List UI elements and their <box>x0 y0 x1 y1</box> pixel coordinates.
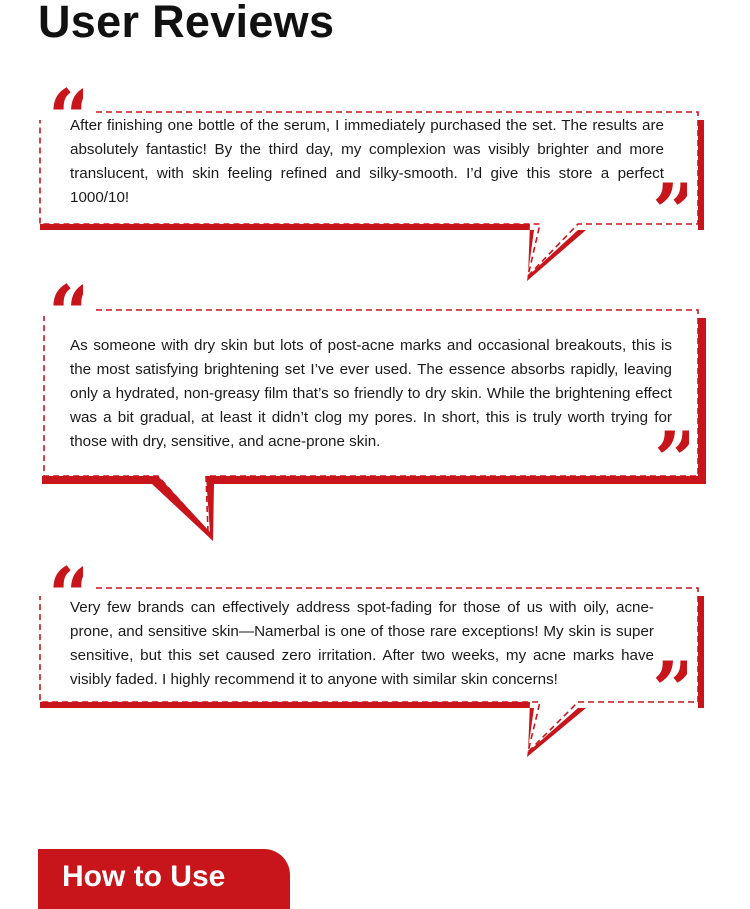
review-text: As someone with dry skin but lots of post-acne marks and occasional breakouts, this is the most satisfying brightening set I’ve ever used. The essence absorbs rapidly, leaving only a hydrated, non-greasy film that’s so friendly to dry skin. While the brightening effect was a bit gradual, at least it didn’t clog my pores. In short, this is truly worth trying for those with dry, sensitive, and acne-prone skin. <box>70 337 672 450</box>
page-title: User Reviews <box>38 0 335 47</box>
how-to-use-section-header <box>38 849 290 909</box>
how-to-use-label: How to Use <box>62 860 226 893</box>
review-text: Very few brands can effectively address spot-fading for those of us with oily, acne-prone, and sensitive skin—Namerbal is one of those rare exceptions! My skin is super sensitive, but this set caused zero irritation. After two weeks, my acne marks have visibly faded. I highly recommend it to anyone with similar skin concerns! <box>70 599 654 688</box>
review-text: After finishing one bottle of the serum, I immediately purchased the set. The results are absolutely fantastic! By the third day, my complexion was visibly brighter and more translucent, with skin feeling refined and silky-smooth. I’d give this store a perfect 1000/10! <box>70 117 664 206</box>
open-quote-icon: “ <box>48 562 83 624</box>
close-quote-icon: ” <box>652 656 687 718</box>
close-quote-icon: ” <box>652 178 687 240</box>
open-quote-icon: “ <box>48 280 83 342</box>
close-quote-icon: ” <box>654 426 689 488</box>
open-quote-icon: “ <box>48 84 83 146</box>
